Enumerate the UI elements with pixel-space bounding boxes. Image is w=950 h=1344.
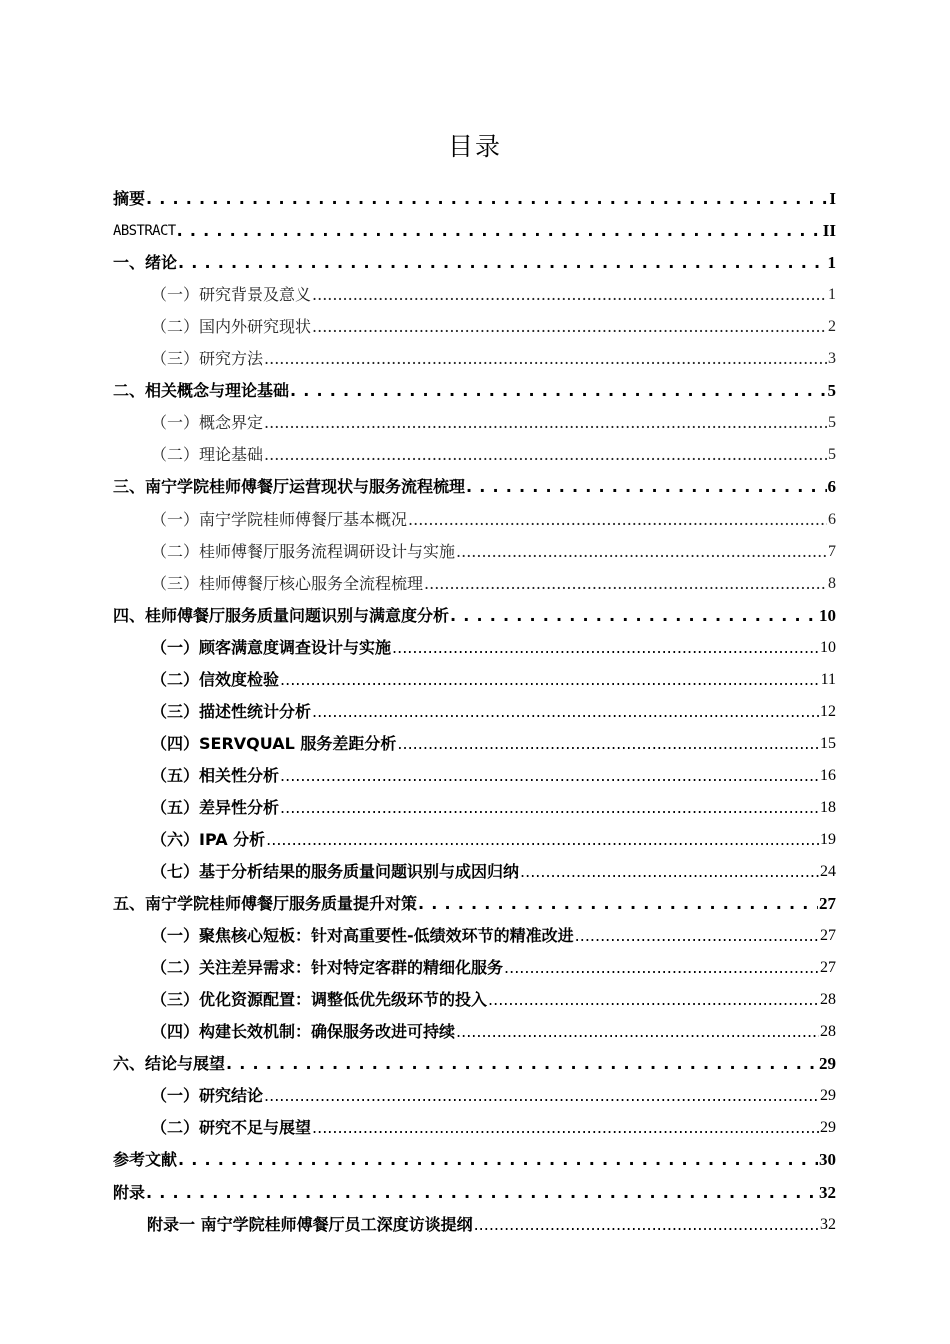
toc-page-number: 6 <box>828 510 836 528</box>
dot-leader <box>178 1149 818 1171</box>
dot-leader <box>456 1021 819 1043</box>
toc-section-entry[interactable] <box>113 979 836 1011</box>
toc-entry-label: 附录一 南宁学院桂师傅餐厅员工深度访谈提纲 <box>147 1214 473 1234</box>
toc-entry-label: （三）桂师傅餐厅核心服务全流程梳理 <box>151 573 424 593</box>
dot-leader <box>575 925 819 947</box>
toc-chapter-entry[interactable] <box>113 242 836 274</box>
dot-leader <box>392 637 819 659</box>
toc-entry-label: （四）SERVQUAL 服务差距分析 <box>151 733 397 753</box>
toc-page-number: 27 <box>820 927 836 945</box>
dot-leader <box>146 1182 818 1204</box>
toc-entry-label: （一）顾客满意度调查设计与实施 <box>151 637 392 657</box>
toc-entry-label: （三）描述性统计分析 <box>151 701 312 721</box>
toc-section-entry[interactable] <box>113 1107 836 1139</box>
toc-chapter-entry[interactable] <box>113 595 836 627</box>
toc-chapter-entry[interactable] <box>113 1171 836 1203</box>
toc-section-entry[interactable] <box>113 498 836 530</box>
toc-page-number: 3 <box>828 350 836 368</box>
toc-page-number: 1 <box>827 253 836 273</box>
toc-section-entry[interactable] <box>113 627 836 659</box>
toc-page-number: 16 <box>820 766 836 784</box>
dot-leader <box>264 444 827 466</box>
toc-entry-label: （五）相关性分析 <box>151 765 280 785</box>
dot-leader <box>146 188 828 210</box>
toc-section-entry[interactable] <box>113 531 836 563</box>
dot-leader <box>450 605 818 627</box>
toc-section-entry[interactable] <box>113 659 836 691</box>
dot-leader <box>504 957 819 979</box>
toc-chapter-entry[interactable] <box>113 178 836 210</box>
page-title: 目录 <box>447 131 502 161</box>
toc-section-entry[interactable] <box>113 306 836 338</box>
toc-chapter-entry[interactable] <box>113 370 836 402</box>
toc-entry-label: （三）研究方法 <box>151 349 264 369</box>
dot-leader <box>177 220 822 242</box>
toc-page-number: 2 <box>828 318 836 336</box>
toc-page-number: I <box>829 189 836 209</box>
toc-entry-label: 二、相关概念与理论基础 <box>113 381 290 401</box>
toc-chapter-entry[interactable] <box>113 1139 836 1171</box>
toc-entry-label: （七）基于分析结果的服务质量问题识别与成因归纳 <box>151 862 520 882</box>
toc-page-number: 32 <box>820 1215 836 1233</box>
toc-page-number: 6 <box>827 477 836 497</box>
toc-page-number: 10 <box>820 638 836 656</box>
dot-leader <box>466 476 826 498</box>
toc-section-entry[interactable] <box>113 402 836 434</box>
dot-leader <box>520 861 819 883</box>
toc-entry-label: 参考文献 <box>113 1150 178 1170</box>
toc-section-entry[interactable] <box>113 1075 836 1107</box>
toc-page-number: 15 <box>820 734 836 752</box>
toc-section-entry[interactable] <box>113 434 836 466</box>
dot-leader <box>408 509 827 531</box>
dot-leader <box>456 541 827 563</box>
toc-page-number: 5 <box>828 414 836 432</box>
dot-leader <box>178 252 826 274</box>
toc-page-number: 8 <box>828 574 836 592</box>
dot-leader <box>280 669 820 691</box>
dot-leader <box>312 1117 819 1139</box>
dot-leader <box>397 733 819 755</box>
toc-entry-label: （二）信效度检验 <box>151 669 280 689</box>
toc-entry-label: （三）优化资源配置：调整低优先级环节的投入 <box>151 990 488 1010</box>
toc-entry-label: （二）理论基础 <box>151 445 264 465</box>
toc-entry-label: （一）南宁学院桂师傅餐厅基本概况 <box>151 509 408 529</box>
dot-leader <box>312 284 827 306</box>
toc-page-number: 28 <box>820 1023 836 1041</box>
toc-entry-label: 摘要 <box>113 189 146 209</box>
toc-entry-label: 六、结论与展望 <box>113 1054 226 1074</box>
toc-section-entry[interactable] <box>113 563 836 595</box>
toc-page-number: 19 <box>820 830 836 848</box>
toc-page-number: 24 <box>820 863 836 881</box>
toc-entry-label: （五）差异性分析 <box>151 797 280 817</box>
toc-entry-label: （四）构建长效机制：确保服务改进可持续 <box>151 1022 456 1042</box>
toc-entry-label: （二）国内外研究现状 <box>151 317 312 337</box>
toc-section-entry[interactable] <box>113 338 836 370</box>
toc-entry-label: 附录 <box>113 1182 146 1202</box>
toc-page-number: 5 <box>827 381 836 401</box>
toc-page-number: 18 <box>820 798 836 816</box>
dot-leader <box>424 573 827 595</box>
table-of-contents <box>113 178 836 1236</box>
toc-section-entry[interactable] <box>113 851 836 883</box>
toc-page-number: 29 <box>820 1119 836 1137</box>
dot-leader <box>264 1085 819 1107</box>
toc-chapter-entry[interactable] <box>113 466 836 498</box>
toc-entry-label: （六）IPA 分析 <box>151 829 266 849</box>
toc-page-number: 5 <box>828 446 836 464</box>
toc-page-number: 29 <box>820 1087 836 1105</box>
toc-chapter-entry[interactable] <box>113 1043 836 1075</box>
toc-entry-label: （一）研究结论 <box>151 1086 264 1106</box>
toc-entry-label: （二）研究不足与展望 <box>151 1118 312 1138</box>
toc-page-number: 28 <box>820 991 836 1009</box>
toc-section-entry[interactable] <box>113 691 836 723</box>
toc-section-entry[interactable] <box>113 819 836 851</box>
toc-chapter-entry[interactable] <box>113 883 836 915</box>
dot-leader <box>488 989 819 1011</box>
toc-page-number: 7 <box>828 542 836 560</box>
toc-entry-label: （一）研究背景及意义 <box>151 285 312 305</box>
toc-entry-label: 一、绪论 <box>113 253 178 273</box>
dot-leader <box>418 893 818 915</box>
toc-page-number: 10 <box>819 605 836 625</box>
toc-section-entry[interactable] <box>113 1011 836 1043</box>
toc-entry-label: ABSTRACT <box>113 223 176 240</box>
toc-entry-label: （一）概念界定 <box>151 413 264 433</box>
toc-page-number: II <box>822 221 836 241</box>
toc-entry-label: （一）聚焦核心短板：针对高重要性-低绩效环节的精准改进 <box>151 926 574 946</box>
dot-leader <box>280 765 819 787</box>
dot-leader <box>226 1053 818 1075</box>
toc-section-entry[interactable] <box>113 787 836 819</box>
toc-page-number: 11 <box>820 670 836 688</box>
toc-entry-label: 五、南宁学院桂师傅餐厅服务质量提升对策 <box>113 894 418 914</box>
dot-leader <box>474 1214 819 1236</box>
toc-page-number: 12 <box>820 702 836 720</box>
toc-entry-label: 三、南宁学院桂师傅餐厅运营现状与服务流程梳理 <box>113 477 466 497</box>
toc-section-entry[interactable] <box>113 947 836 979</box>
dot-leader <box>280 797 819 819</box>
dot-leader <box>264 348 827 370</box>
toc-section-entry[interactable] <box>113 1204 836 1236</box>
toc-entry-label: （二）桂师傅餐厅服务流程调研设计与实施 <box>151 541 456 561</box>
toc-page-number: 30 <box>819 1150 836 1170</box>
toc-section-entry[interactable] <box>113 755 836 787</box>
toc-page-number: 27 <box>819 894 836 914</box>
dot-leader <box>266 829 819 851</box>
toc-page-number: 27 <box>820 959 836 977</box>
dot-leader <box>312 701 819 723</box>
toc-page-number: 1 <box>828 286 836 304</box>
dot-leader <box>264 412 827 434</box>
toc-section-entry[interactable] <box>113 915 836 947</box>
dot-leader <box>290 380 826 402</box>
toc-entry-label: 四、桂师傅餐厅服务质量问题识别与满意度分析 <box>113 605 450 625</box>
toc-entry-label: （二）关注差异需求：针对特定客群的精细化服务 <box>151 958 504 978</box>
toc-section-entry[interactable] <box>113 274 836 306</box>
toc-page-number: 29 <box>819 1054 836 1074</box>
toc-chapter-entry[interactable] <box>113 210 836 242</box>
toc-page-number: 32 <box>819 1182 836 1202</box>
dot-leader <box>312 316 827 338</box>
toc-section-entry[interactable] <box>113 723 836 755</box>
